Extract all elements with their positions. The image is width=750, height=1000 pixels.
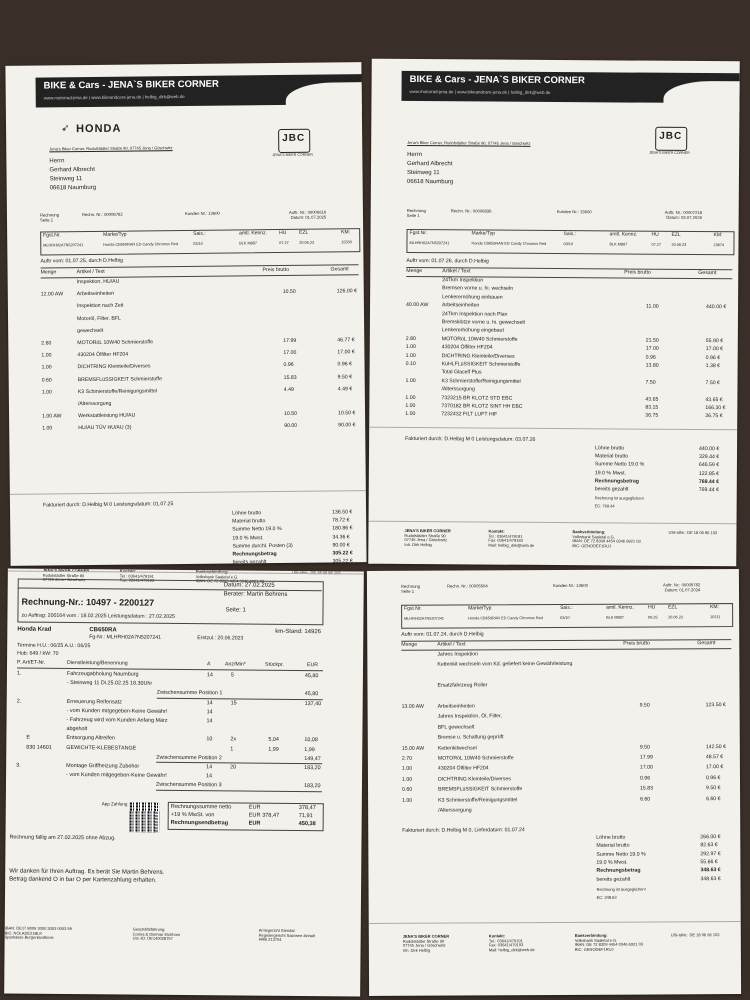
line-item-cell: 2.80 — [405, 335, 416, 342]
line-item-cell: Ersatzfahrzeug Roller — [437, 682, 488, 689]
total-cell: Rechnungsbetrag — [232, 551, 277, 558]
line-item-cell: 10.50 — [282, 289, 296, 296]
qr-code — [130, 803, 160, 833]
total-cell: 440.00 € — [699, 446, 720, 453]
fakturiert-line: Fakturiert durch: D.Helbig M 0, Lieferdatum: 01.07.24 — [402, 827, 525, 834]
total-cell: Rechnungsbetrag — [596, 867, 641, 874]
line-item-cell: /Alterssorgung — [441, 386, 475, 393]
line-item-cell: Jahres Inspektion — [437, 651, 479, 658]
hub-kw: Hub: 649 / kW: 70 — [17, 650, 59, 657]
line-item-cell: 12.00 AW — [40, 291, 64, 298]
subtotal-rule — [156, 790, 322, 792]
total-cell: 90.00 € — [332, 542, 350, 549]
line-item-cell: 6.60 — [640, 796, 651, 803]
footer-bank: IBAN: DE17 8005 3000 3053 0003 59 BIC: NOLADE21BLK Sparkasse Burgenlandkreis — [4, 925, 72, 941]
line-item-cell: 123.50 € — [705, 702, 726, 709]
total-cell: bereits gezahlt — [596, 876, 631, 883]
jbc-logo-subtitle: JENA'S BIKER CORNER — [272, 152, 313, 158]
line-item-cell: Zwischensumme Position 2 — [156, 754, 222, 762]
footer-bank: Bankverbindung: Volksbank Saaletal e.G. IBAN: DE 72 8309 4454 0346 6921 03 BIC: GENODEF1RUJ — [574, 932, 644, 952]
line-item-cell: 10 — [206, 736, 213, 743]
rechnung-label: Rechnung Seite 1 — [400, 583, 421, 594]
line-item-cell: 3. — [16, 762, 21, 769]
auftrag-line: Auftr vom: 01.07.26, durch D.Helbig — [406, 257, 489, 265]
line-item-cell: 7323215 BR KLOTZ STD EBC — [441, 394, 513, 402]
total-cell: Summe Netto 19.0 % — [232, 526, 282, 533]
rechn-nr: Rechn. Nr.: 00006782 — [81, 211, 123, 218]
total-label: Rechnungssumme netto — [170, 803, 232, 811]
line-item-cell: BFL gewechselt — [437, 724, 475, 731]
total-currency: EUR — [248, 820, 261, 827]
banner-title: BIKE & Cars - JENA`S BIKER CORNER — [409, 73, 585, 87]
line-item-cell: 2.70 — [401, 755, 412, 762]
total-cell: 34.36 € — [332, 533, 350, 541]
rechnung-nr-title: Rechnung-Nr.: 10497 - 2200127 — [21, 596, 155, 608]
line-item-cell: Entsorgung Altreifen — [66, 735, 115, 742]
line-item-cell: 6.60 € — [706, 795, 721, 802]
line-item-cell: 46.77 € — [337, 337, 355, 344]
line-item-cell: K3 Schmierstoffe/Reinigungsmittel — [77, 388, 158, 395]
total-currency: EUR — [248, 804, 261, 811]
line-item-cell: Erneuerung Reifensatz — [66, 698, 122, 706]
line-item-cell: 1.00 — [41, 389, 52, 396]
line-item-cell: DICHTRING Kleinteile/Diverses — [77, 363, 151, 371]
footer-company: JENA'S BIKER CORNER Rudolstädter Straße 90 07745 Jena / Göschwitz Inh. Dirk Helbig — [402, 933, 450, 953]
line-item-cell: 1.00 — [405, 411, 416, 418]
line-item-cell: - Steinweg 11 Di.25.02.25 18.30Uhr — [66, 680, 153, 687]
line-item-cell: DICHTRING Kleinteile/Diverses — [441, 352, 515, 360]
line-item-cell: 14 — [206, 764, 213, 771]
auftr-nr: Auftr. Nr.: 00007218 Datum: 03.07.2026 — [664, 209, 702, 220]
line-item-cell: 183,20 — [304, 765, 321, 772]
jbc-logo: JBC — [655, 127, 687, 151]
line-item-cell: 430204 Ölfilter HF204 — [437, 765, 489, 772]
subtotal-rule — [156, 762, 322, 764]
total-cell: 329.44 € — [698, 454, 720, 461]
line-item-cell: 17.00 € — [705, 764, 724, 771]
line-item-cell: 1.00 — [42, 425, 53, 432]
termine: Termine H.U.: 06/25 A.U.: 06/25 — [17, 642, 91, 650]
line-item-cell: 11.00 — [646, 303, 659, 310]
total-cell: Material brutto — [594, 453, 629, 460]
auftrag-line: Auftr vom: 01.07.25, durch D.Helbig — [40, 257, 123, 265]
line-item-cell: Lenkererhöhung eingebaut — [441, 327, 504, 335]
recipient-address: Herrn Gerhard Albrecht Steinweg 11 06618 Naumburg — [406, 151, 454, 186]
line-item-cell: Zwischensumme Position 3 — [155, 782, 222, 789]
footer-bank-top: Volksbank Saaletal e.G. IBAN: DE 72 8309 4454 0346 6921 03 — [195, 573, 265, 584]
line-item-cell: 1.00 — [401, 766, 413, 773]
line-item-cell: 1 — [230, 745, 234, 753]
line-item-cell: 4.49 — [283, 386, 294, 393]
model-name: CB650RA — [89, 627, 117, 634]
line-item-cell: 17.00 € — [337, 349, 355, 356]
line-item-cell: 166.30 € — [705, 405, 726, 412]
line-item-cell: 142.50 € — [705, 743, 727, 750]
total-cell: 19.0 % Mwst. — [232, 534, 264, 542]
line-item-cell: 0.96 — [645, 354, 656, 361]
total-cell: bereits gezahlt — [594, 486, 629, 493]
line-item-cell: 14 — [206, 718, 213, 725]
invoice-sheet-2025: BIKE & Cars - JENA`S BIKER CORNER www.motorrad-jena.de | www.bikeandcars-jena.de | helbig_dirk@web.de HONDA ➶ JBC JENA'S BIKER CORNER Jena's Biker Corner, Rudolstädter Straße 90, 07745 Jena / Göschwitz Herrn Gerhard Albrecht Steinweg 11 06618 Naumburg Rechnung Seite 1 Rechn. Nr.: 00006782 Kunden Nr.: 13600 Auftr. Nr.: 00006616 Datum: 01.07.2025 Fgst.Nr. Marke/Typ Sais.: amtl. Kennz. HU EZL KM: MLHRH02A7N5207241 Honda CB650RAN ED Candy Chromos Red 03/10 BLK M887 07.27 20.06.23 15550 Auftr vom: 01.07.25, durch D.Helbig Menge Artikel / Text Preis brutto Gesamt Inspektion, HU/AU 12.00 AW Arbeitseinheiten 10.50 126.00 € Inspektion nach Zeit Motoröl, Filter, BFL gewechselt 2.60 MOTORöL 10W40 Schmierstoffe 17.99 46.77 € 1.00 430204 Ölfilter HF204 17.00 17.00 € 1.00 DICHTRING Kleinteile/Diverses 0.96 0.96 € 0.60 BREMSFLüSSIGKEIT Schmierstoffe 15.83 9.50 € 1.00 K3 Schmierstoffe/Reinigungsmittel 4.49 4.49 € /Alterssorgung 1.00 AW Werkstattleistung HU/AU 10.50 10.50 € 1.00 HU/AU TÜV HU/AU (3) 90.00 90.00 € Fakturiert durch: D.Helbig M 0 Leistungsdatum: 01.07.25 Löhne brutto 136.50 € Material brutto 78.72 € Summe Netto 19.0 % 180.86 € 19.0 % Mwst. 34.36 € Summe durchl. Posten (3) 90.00 € Rechnungsbetrag 305.22 € bereits gezahlt 305.22 € — [5, 62, 366, 566]
kunden-nr: Kunden Nr.: 13600 — [552, 582, 588, 589]
line-item-cell: Motoröl, Filter, BFL — [77, 315, 121, 322]
total-currency: EUR 378,47 — [248, 812, 280, 819]
total-cell: Summe Netto 19.0 % — [594, 461, 645, 469]
line-item-cell: 0.96 — [639, 775, 651, 782]
footer-ust: USt-IdNr.: DE 18 06 96 103 — [668, 529, 718, 536]
line-item-cell: 9.50 — [639, 744, 650, 751]
line-item-cell: BREMSFLüSSIGKEIT Schmierstoffe — [438, 786, 523, 793]
line-item-cell: 9.50 € — [706, 785, 721, 792]
line-item-cell: 15.83 — [283, 374, 297, 381]
line-item-cell: 126.00 € — [336, 288, 358, 295]
line-item-cell: 45,80 — [304, 691, 319, 698]
line-item-cell: Zwischensumme Position 1 — [156, 690, 223, 697]
line-item-cell: 48.57 € — [705, 754, 724, 761]
line-item-cell: 1.00 AW — [42, 413, 62, 420]
line-item-cell: Werkstattleistung HU/AU — [78, 412, 136, 420]
total-cell: bereits gezahlt — [232, 559, 267, 566]
line-item-cell: 24Tkm Inspektion — [442, 277, 484, 284]
rechnung-label: Rechnung Seite 1 — [39, 212, 60, 223]
line-item-cell: 830 14601 — [26, 744, 52, 751]
total-value: 378,47 — [298, 805, 316, 812]
line-item-cell: - vom Kunden mitgegeben-Keine Gewähr! — [66, 772, 167, 780]
faellig-note: Rechnung fällig am 27.02.2025 ohne Abzug. — [9, 834, 116, 842]
column-headers: Menge Artikel / Text Preis brutto Gesamt — [406, 267, 717, 277]
line-item-cell: 183,20 — [303, 783, 321, 790]
ec-payment: EC: 348.63 — [596, 894, 617, 900]
fakturiert-line: Fakturiert durch: D.Helbig M 0 Leistungsdatum: 01.07.25 — [42, 501, 174, 509]
line-item-cell: 17.00 — [639, 764, 653, 771]
total-cell: 78.72 € — [332, 517, 350, 524]
banner-subtitle: www.motorrad-jena.de | www.bikeandcars-jena.de | helbig_dirk@web.de — [43, 94, 185, 101]
line-item-cell: 17.00 € — [705, 346, 724, 353]
line-item-cell: 5 — [230, 672, 234, 679]
line-item-cell: 1.00 — [405, 377, 416, 384]
line-item-cell: Lenkerernöhung einbauen — [442, 294, 503, 301]
sender-line: Jena's Biker Corner, Rudolstädter Straße 90, 07745 Jena / Göschwitz — [49, 145, 173, 152]
line-item-cell: 1.00 — [405, 402, 416, 410]
total-cell: Material brutto — [596, 842, 630, 850]
line-item-cell: Arbeitseinheiten — [437, 703, 475, 710]
line-item-cell: K3 Schmierstoffe/Reinigungsmittel — [441, 378, 521, 385]
payment-received-note: Betrag dankend O in bar O per Kartenzahlung erhalten. — [9, 876, 157, 884]
footer-contact: Kontakt: Tel.: 03641/479191 Fax: 03641/479193 Mail: helbig_dirk@web.de — [488, 933, 535, 953]
erstzulassung: Erstzul.: 20.06.2023 — [197, 635, 244, 642]
line-item-cell: 0.60 — [402, 786, 413, 793]
line-item-cell: 0.96 € — [705, 774, 721, 782]
model-label: Honda Krad — [17, 626, 52, 633]
jbc-logo-subtitle: JENA'S BIKER CORNER — [649, 150, 690, 155]
line-item-cell: 1.00 — [402, 797, 413, 804]
fg-nr: Fg-Nr.: MLHRH02A7N5207241 — [89, 634, 162, 641]
line-item-cell: 14 — [206, 773, 213, 780]
line-item-cell: 5,04 — [268, 737, 279, 744]
total-cell: 348.63 € — [700, 867, 721, 874]
total-cell: 769.44 € — [698, 478, 720, 485]
line-item-cell: 36.75 € — [705, 413, 723, 420]
total-cell: 305.22 € — [332, 558, 353, 565]
line-item-cell: KüHLFLüSSIGKEIT Schmierstoffe — [441, 361, 521, 368]
line-item-cell: MOTORöL 10W40 Schmierstoffe — [77, 339, 154, 347]
page-number: Seite: 1 — [225, 607, 246, 614]
line-item-cell: 1. — [16, 670, 22, 677]
line-item-cell: 14 — [206, 708, 213, 716]
totals-block — [232, 509, 360, 566]
line-item-cell: 90.00 — [284, 423, 298, 430]
footer-company-top: Rudolstädter Straße 90 07745 Jena / Göschwitz — [42, 572, 86, 583]
total-cell: 136.50 € — [332, 509, 353, 516]
footer-company: JENA'S BIKER CORNER Rudolstädter Straße 90 07745 Jena / Göschwitz Inh. Dirk Helbig — [404, 527, 451, 547]
totals-block — [594, 445, 723, 494]
line-item-cell: 0.96 € — [337, 361, 353, 368]
auftrag-line: zu Auftrag: 200164 vom : 18.02.2025 Leistungsdatum : 27.02.2025 — [21, 612, 175, 620]
footer-court: Amtsgericht Stendal Registergericht Sachsen-Anhalt HRB 213754 — [258, 927, 315, 943]
line-item-cell: /Alterssorgung — [77, 400, 112, 408]
thanks-note: Wir danken für Ihren Auftrag. Es berät Sie Martin Behrens. — [9, 868, 165, 876]
line-item-cell: 17.99 — [283, 337, 297, 344]
line-item-cell: MOTORöL 10W40 Schmierstoffe — [441, 336, 518, 343]
total-cell: Löhne brutto — [595, 445, 625, 452]
total-cell: Material brutto — [232, 518, 266, 525]
total-cell: 769.44 € — [698, 487, 719, 494]
line-item-cell: E — [26, 735, 31, 742]
line-item-cell: 0.96 € — [705, 354, 721, 361]
line-item-cell: abgeholt — [66, 726, 88, 733]
total-cell: 82.63 € — [700, 842, 718, 849]
subtotal-rule — [157, 698, 323, 700]
berater: Berater: Martin Behrens — [223, 591, 288, 598]
line-item-cell: Bremse u. Schaltung geprüft — [437, 734, 504, 741]
line-item-cell: 0.10 — [405, 360, 416, 368]
line-item-cell: 7.50 — [645, 379, 656, 386]
line-item-cell: Bremsen vorne u. hi. wechseln — [442, 285, 514, 293]
line-item-cell: gewechselt — [77, 327, 104, 334]
line-item-cell: 7232432 FILT LUFT HIF — [441, 411, 498, 418]
line-item-cell: 40.00 AW — [406, 302, 429, 309]
line-item-cell: 14 — [206, 672, 213, 679]
km-stand: km-Stand: 14926 — [275, 628, 322, 636]
line-item-cell: 83.15 — [645, 404, 659, 411]
kunden-nr: Kunden Nr.: 13600 — [184, 210, 220, 217]
sender-line: Jena's Biker Corner, Rudolstädter Straße 90, 07745 Jena / Göschwitz — [407, 139, 531, 146]
line-item-cell: 4.49 € — [337, 386, 353, 393]
fakturiert-line: Fakturiert durch: D.Helbig M 0 Leistungsdatum: 03.07.26 — [405, 435, 536, 443]
total-cell: 19.0 % Mwst. — [596, 859, 628, 866]
line-item-cell: 440.00 € — [706, 304, 727, 311]
total-cell: 292.97 € — [700, 850, 721, 857]
total-cell: 55.66 € — [700, 859, 718, 866]
line-item-cell: MOTORöL 10W40 Schmierstoffe — [437, 755, 514, 762]
column-headers: Menge Artikel / Text Preis brutto Gesamt — [401, 640, 716, 648]
line-item-cell: 430204 Ölfilter HF204 — [441, 344, 493, 351]
invoice-sheet-2026: BIKE & Cars - JENA`S BIKER CORNER www.motorrad-jena.de | www.bikeandcars-jena.de | helbig_dirk@web.de JBC JENA'S BIKER CORNER Jena's Biker Corner, Rudolstädter Straße 90, 07745 Jena / Göschwitz Herrn Gerhard Albrecht Steinweg 11 06618 Naumburg Rechnung Seite 1 Rechn. Nr.: 00006836 Kunden Nr.: 13600 Auftr. Nr.: 00007218 Datum: 03.07.2026 Fgst.Nr. Marke/Typ Sais.: amtl. Kennz. HU EZL KM: MLHRH02A7N5207241 Honda CB650RAN ED Candy Chromos Red 03/10 BLK M887 07.27 20.06.23 23674 Auftr vom: 01.07.26, durch D.Helbig Menge Artikel / Text Preis brutto Gesamt 24Tkm Inspektion Bremsen vorne u. hi. wechseln Lenkerernöhung einbauen 40.00 AW Arbeitseinheiten 11.00 440.00 € 24Tkm Inspektion nach Plan Bremsklötze vorne u. hi. gewechselt Lenkererhöhung eingebaut 2.80 MOTORöL 10W40 Schmierstoffe 21.50 55.90 € 1.00 430204 Ölfilter HF204 17.00 17.00 € 1.00 DICHTRING Kleinteile/Diverses 0.96 0.96 € 0.10 KüHLFLüSSIGKEIT Schmierstoffe 13.80 1.38 € Total Glacelf Plus 1.00 K3 Schmierstoffe/Reinigungsmittel 7.50 7.50 € /Alterssorgung 1.00 7323215 BR KLOTZ STD EBC 43.65 43.65 € 1.00 7370182 BR KLOTZ SINT HH EBC 83.15 166.30 € 1.00 7232432 FILT LUFT HIF 36.75 36.75 € Fakturiert durch: D.Helbig M 0 Leistungsdatum: 03.07.26 Löhne brutto 440.00 € Material brutto 329.44 € Summe Netto 19.0 % 646.59 € 19.0 % Mwst. 122.85 € Rechnungsbetrag 769.44 € bereits gezahlt 769.44 € Rechnung ist ausgeglichen! EC: 769.44 JENA'S BIKER CORNER Rudolstädter Straße 90 07745 Jena / Göschwitz Inh. Dirk Helbig Kontakt: Tel.: 03641/479191 Fax: 03641/479193 Mail: helbig_dirk@web.de Bankverbindung: Volksbank Saaletal e.G. IBAN: DE 72 8309 4454 0346 6921 03 BIC: GENODEF1RUJ USt-IdNr.: DE 18 06 96 103 — [368, 59, 740, 567]
line-item-cell: 137,40 — [304, 700, 322, 707]
line-item-cell: 1.00 — [41, 352, 52, 359]
banner-subtitle: www.motorrad-jena.de | www.bikeandcars-jena.de | helbig_dirk@web.de — [409, 88, 551, 95]
line-item-cell: Inspektion, HU/AU — [76, 278, 120, 286]
line-item-cell: Montage Griffheizung Zubehör — [66, 762, 140, 770]
footer-management: Geschäftsführung: Corina & Dietmar Eichhorn Ust.-ID: DE140028757 — [132, 926, 181, 942]
line-item-cell: Arbeitseinheiten — [76, 290, 115, 298]
line-item-cell: 430204 Ölfilter HF204 — [77, 351, 129, 359]
line-item-cell: 21.50 — [645, 337, 659, 344]
line-item-cell: 43.65 € — [705, 396, 723, 403]
honda-logo: HONDA — [75, 122, 122, 136]
line-item-cell: 15.83 — [640, 785, 654, 792]
total-cell: 305.22 € — [332, 550, 353, 557]
line-item-cell: 15.00 AW — [401, 745, 425, 752]
line-item-cell: Arbeitseinheiten — [442, 302, 480, 309]
line-item-cell: 9.50 — [639, 702, 650, 709]
auftr-nr: Auftr. Nr.: 00006616 Datum: 01.07.2025 — [288, 209, 327, 220]
total-cell: 180.86 € — [332, 525, 353, 532]
line-item-cell: 1.00 — [401, 776, 413, 783]
line-item-cell: 1.00 — [41, 364, 52, 371]
line-item-cell: - Fahrzeug wird vom Kunden Anfang März — [66, 716, 168, 724]
line-item-cell: 10.50 — [284, 411, 298, 418]
line-item-cell: 1.00 — [405, 352, 416, 359]
total-cell: 19.0 % Mwst. — [594, 469, 627, 477]
paid-note: Rechnung ist ausgeglichen! — [594, 495, 644, 501]
line-item-cell: 14 — [206, 699, 213, 706]
line-item-cell: 1.00 — [405, 394, 416, 401]
total-cell: 646.59 € — [698, 462, 720, 469]
line-item-cell: 55.90 € — [705, 337, 724, 344]
line-items — [16, 670, 323, 790]
line-item-cell: HU/AU TÜV HU/AU (3) — [78, 424, 132, 432]
line-item-cell: 15 — [230, 699, 237, 707]
line-item-cell: /Alterssorgung — [438, 807, 472, 814]
line-item-cell: 1.00 — [405, 344, 416, 351]
invoice-sheet-eichhorn — [4, 568, 364, 996]
rechn-nr: Rechn. Nr.: 00005504 — [446, 583, 488, 589]
line-item-cell: Fahrzeugabholung Naumburg — [66, 670, 139, 678]
total-cell: Löhne brutto — [596, 834, 626, 841]
line-item-cell: 13.00 AW — [401, 703, 424, 710]
recipient-address: Herrn Gerhard Albrecht Steinweg 11 06618 Naumburg — [49, 158, 97, 192]
total-cell: Summe durchl. Posten (3) — [232, 542, 293, 550]
line-item-cell: GEWICHTE-KLEBESTANGE — [66, 744, 137, 752]
line-item-cell: 2. — [16, 698, 22, 705]
total-cell: Rechnungsbetrag — [594, 478, 639, 485]
total-cell: Löhne brutto — [232, 510, 262, 517]
rechnung-label: Rechnung Seite 1 — [406, 207, 426, 218]
invoice-date: Datum: 27.02.2025 — [223, 582, 275, 589]
line-item-cell: 17.00 — [645, 345, 659, 352]
line-item-cell: 2x — [230, 736, 237, 743]
line-item-cell: 24Tkm Inspektion nach Plan — [441, 310, 508, 318]
line-item-cell: Inspektion nach Zeit — [76, 303, 124, 310]
app-zahlung-label: App Zahlung — [101, 801, 128, 807]
line-item-cell: DICHTRING Kleinteile/Diverses — [437, 776, 511, 783]
line-item-cell: 20 — [230, 764, 237, 771]
rechn-nr: Rechn. Nr.: 00006836 — [450, 208, 492, 214]
footer-bank: Bankverbindung: Volksbank Saaletal e.G. IBAN: DE 72 8309 4454 0346 6921 03 BIC: GENODEF1RUJ — [572, 529, 641, 549]
line-item-cell: 10.50 € — [338, 410, 356, 417]
total-cell: 122.85 € — [698, 470, 720, 477]
auftr-nr: Auftr. Nr.: 00005782 Datum: 01.07.2024 — [662, 582, 701, 593]
total-value: 71,91 — [298, 813, 313, 820]
line-item-cell: Total Glacelf Plus — [441, 369, 482, 376]
line-item-cell: 90.00 € — [338, 422, 356, 429]
total-label: Rechnungsendbetrag — [170, 819, 229, 827]
jbc-logo: JBC — [278, 129, 310, 153]
paid-note: Rechnung ist ausgeglichen! — [596, 886, 646, 892]
line-item-cell: Kettenkit wechseln vom Kd. geliefert keine Gewährleistung — [437, 661, 573, 668]
line-item-cell: 17.99 — [639, 754, 653, 761]
total-label: +19 % MwSt. von — [170, 811, 215, 819]
line-item-cell: 0.60 — [41, 377, 52, 384]
line-item-cell: Bremsklötze vorne u. hi. gewechselt — [441, 319, 525, 326]
line-items — [401, 651, 731, 814]
line-item-cell: BREMSFLüSSIGKEIT Schmierstoffe — [77, 375, 162, 383]
line-item-cell: 10,08 — [304, 737, 318, 744]
total-value: 450,38 — [298, 821, 316, 828]
column-headers: Menge Artikel / Text Preis brutto Gesamt — [40, 266, 349, 276]
shop-banner — [401, 71, 739, 103]
total-cell: 348.63 € — [700, 875, 721, 882]
footer-ust: USt-IdNr.: DE 18 06 96 103 — [670, 932, 720, 938]
line-item-cell: 45,80 — [304, 673, 319, 680]
line-item-cell: 7.50 € — [705, 379, 720, 386]
line-item-cell: 1,99 — [268, 746, 279, 753]
line-item-cell: 0.96 — [283, 362, 294, 369]
banner-title: BIKE & Cars - JENA`S BIKER CORNER — [43, 78, 219, 92]
line-item-cell: 149,47 — [304, 755, 321, 762]
line-item-cell: 9.50 € — [337, 373, 353, 381]
honda-wing-icon: ➶ — [60, 123, 70, 135]
line-item-cell: Kettenkitwechsel — [437, 744, 477, 752]
line-item-cell: - vom Kunden mitgegeben-Keine Gewähr! — [66, 707, 168, 715]
line-item-cell: K3 Schmierstoffe/Reinigungsmittel — [438, 796, 518, 804]
kunden-nr: Kunden Nr.: 13600 — [556, 209, 592, 215]
line-item-cell: 2.60 — [41, 340, 52, 347]
footer-contact: Kontakt: Tel.: 03641/479191 Fax: 03641/479193 Mail: helbig_dirk@web.de — [488, 528, 535, 548]
line-item-cell: 43.65 — [645, 396, 659, 403]
column-headers: P. Art/ET-Nr. Dienstleistung/Benennung A Anz/Min* Stückpr. EUR — [17, 659, 319, 669]
line-item-cell: Jahres Inspektion, Öl, Filter, — [437, 713, 502, 720]
totals-block — [596, 834, 724, 883]
total-cell: Summe Netto 19.0 % — [596, 851, 646, 858]
line-item-cell: 13.80 — [645, 362, 659, 369]
auftrag-line: Auftr vom: 01.07.24, durch D.Helbig — [401, 631, 484, 638]
line-item-cell: 1.38 € — [705, 363, 721, 370]
line-item-cell: 1,99 — [304, 746, 315, 753]
line-item-cell: 7370182 BR KLOTZ SINT HH EBC — [441, 403, 523, 410]
ec-payment: EC: 769.44 — [594, 503, 615, 509]
line-item-cell: 17.00 — [283, 350, 297, 357]
footer-contact-top: Tel.: 03641/479191 Fax: 03641/479193 — [119, 573, 155, 583]
line-item-cell: 36.75 — [645, 413, 659, 420]
total-cell: 266.00 € — [700, 834, 721, 841]
shop-banner — [36, 74, 362, 107]
invoice-sheet-2024: Rechnung Seite 1 Rechn. Nr.: 00005504 Kunden Nr.: 13600 Auftr. Nr.: 00005782 Datum: 01.07.2024 Fgst.Nr. Marke/Typ Sais.: amtl. Kennz. HU EZL KM: MLHRH02A7N5207241 Honda CB650RAN ED Candy Chromos Red 03/10 BLK M887 06.25 20.06.23 10211 Auftr vom: 01.07.24, durch D.Helbig Menge Artikel / Text Preis brutto Gesamt Jahres Inspektion Kettenkit wechseln vom Kd. geliefert keine Gewährleistung Ersatzfahrzeug Roller 13.00 AW Arbeitseinheiten 9.50 123.50 € Jahres Inspektion, Öl, Filter, BFL gewechselt Bremse u. Schaltung geprüft 15.00 AW Kettenkitwechsel 9.50 142.50 € 2.70 MOTORöL 10W40 Schmierstoffe 17.99 48.57 € 1.00 430204 Ölfilter HF204 17.00 17.00 € 1.00 DICHTRING Kleinteile/Diverses 0.96 0.96 € 0.60 BREMSFLüSSIGKEIT Schmierstoffe 15.83 9.50 € 1.00 K3 Schmierstoffe/Reinigungsmittel 6.60 6.60 € /Alterssorgung Fakturiert durch: D.Helbig M 0, Lieferdatum: 01.07.24 Löhne brutto 266.00 € Material brutto 82.63 € Summe Netto 19.0 % 292.97 € 19.0 % Mwst. 55.66 € Rechnungsbetrag 348.63 € bereits gezahlt 348.63 € Rechnung ist ausgeglichen! EC: 348.63 JENA'S BIKER CORNER Rudolstädter Straße 90 07745 Jena / Göschwitz Inh. Dirk Helbig Kontakt: Tel.: 03641/479191 Fax: 03641/479193 Mail: helbig_dirk@web.de Bankverbindung: Volksbank Saaletal e.G. IBAN: DE 72 8309 4454 0346 6921 03 BIC: GENODEF1RUJ USt-IdNr.: DE 18 06 96 103 — [367, 569, 741, 996]
